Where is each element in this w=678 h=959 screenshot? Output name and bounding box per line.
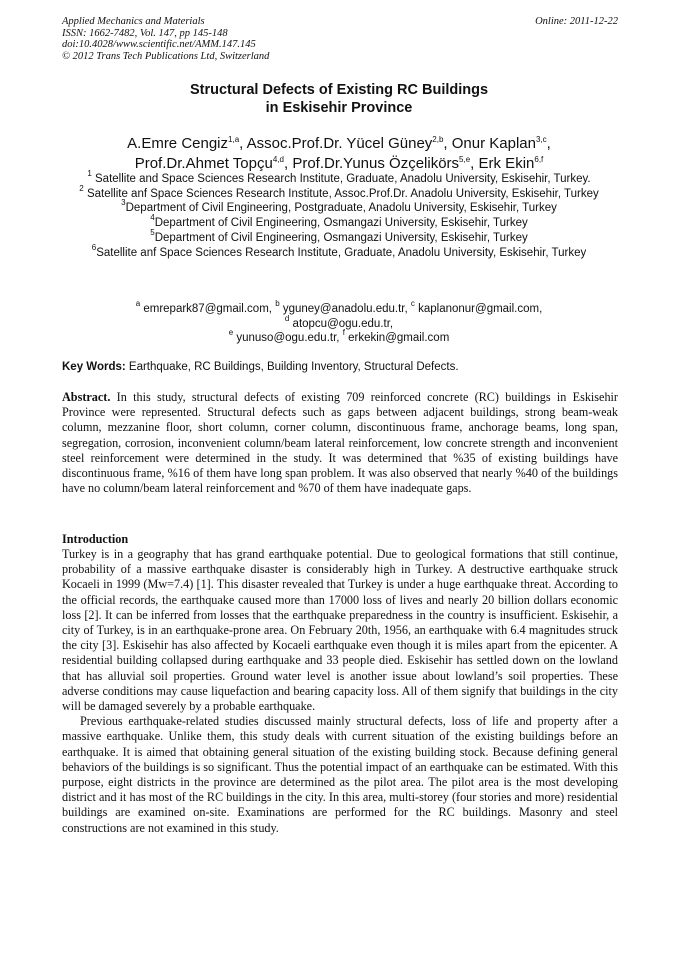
- copyright-line: © 2012 Trans Tech Publications Ltd, Switzerland: [62, 50, 270, 62]
- email-e[interactable]: yunuso@ogu.edu.tr,: [236, 332, 340, 345]
- email-list: [40, 299, 638, 346]
- journal-name: Applied Mechanics and Materials: [62, 16, 205, 27]
- email-sup: d: [284, 313, 290, 323]
- author-name: Onur Kaplan: [451, 135, 536, 152]
- email-line-3: [40, 328, 638, 346]
- author-sup: 3,c: [536, 135, 547, 144]
- author-sup: 5,e: [459, 154, 471, 164]
- email-sup: a: [135, 299, 141, 308]
- paragraph: Previous earthquake-related studies discussed mainly structural defects, loss of life and property after a massive earthquake. Unlike them, this study deals with current situation of the existing buildings before an earthquake. It is aimed that obtaining general situation of the existing building stock. Because defining general behaviors of the buildings is so significant. Thus the potential impact of an earthquake can be estimated. With this purpose, eight districts in the province are determined as the pilot area. The pilot area is the most developing district and it has most of the RC buildings in the city. In this area, multi-storey (four stories and more) residential buildings are examined on-site. Examinations are performed for the RC buildings. Masonry and steel constructions are not examined in this study.: [62, 714, 618, 835]
- author-separator: ,: [283, 154, 293, 172]
- email-f[interactable]: erkekin@gmail.com: [348, 332, 450, 345]
- affiliation-item: [40, 242, 638, 261]
- author-sup: 1,a: [228, 135, 240, 144]
- author-name: Prof.Dr.Yunus Özçelikörs: [292, 154, 460, 172]
- email-line-1: [40, 299, 638, 317]
- doi-line: doi:10.4028/www.scientific.net/AMM.147.145: [62, 39, 256, 50]
- introduction-body: [62, 547, 618, 836]
- author-name: A.Emre Cengiz: [127, 135, 229, 152]
- author-name: Assoc.Prof.Dr. Yücel Güney: [246, 135, 433, 152]
- author-name: Prof.Dr.Ahmet Topçu: [134, 154, 273, 172]
- affiliation-text: Department of Civil Engineering, Osmangazi University, Eskisehir, Turkey: [154, 217, 528, 230]
- affiliation-sup: 1: [87, 169, 92, 178]
- email-c[interactable]: kaplanonur@gmail.com,: [418, 303, 543, 315]
- email-sup: e: [228, 328, 234, 338]
- author-separator: ,: [443, 135, 452, 152]
- affiliation-sup: 6: [91, 242, 97, 252]
- email-d[interactable]: atopcu@ogu.edu.tr,: [292, 317, 394, 330]
- email-sup: c: [410, 299, 415, 308]
- affiliation-item: [40, 169, 638, 187]
- affiliation-text: Satellite anf Space Sciences Research Institute, Assoc.Prof.Dr. Anadolu University, Eskisehir, Turkey: [86, 187, 599, 200]
- author-line-2: [30, 154, 648, 174]
- author-name: Erk Ekin: [478, 154, 535, 172]
- abstract-label: Abstract.: [62, 390, 111, 404]
- affiliation-text: Department of Civil Engineering, Osmangazi University, Eskisehir, Turkey: [154, 231, 528, 244]
- affiliation-item: [40, 183, 638, 202]
- affiliation-text: Satellite and Space Sciences Research Institute, Graduate, Anadolu University, Eskisehir, Turkey.: [95, 173, 591, 185]
- abstract-text: In this study, structural defects of existing 709 reinforced concrete (RC) buildings in Eskisehir Province were represented. Structural defects such as gaps between adjacent buildings, strong beam-weak column, mezzanine floor, short column, corner column, discontinuous frame, anchorage beams, long span, segregation, corrosion, inconvenient column/beam lateral reinforcement, low concrete strength and inconvenient steel reinforcement were determined in the study. It was determined that %35 of existing buildings have discontinuous frame, %16 of them have long span problem. It was also observed that nearly %40 of the buildings have no column/beam lateral reinforcement and %70 of them have inadequate gaps.: [62, 390, 618, 496]
- affiliation-list: [40, 169, 638, 260]
- affiliation-item: [40, 227, 638, 246]
- email-line-2: [40, 313, 638, 332]
- author-sup: 4,d: [272, 154, 284, 164]
- affiliation-sup: 2: [79, 183, 84, 193]
- paper-title: [0, 81, 678, 117]
- keywords-text: Earthquake, RC Buildings, Building Inventory, Structural Defects.: [128, 361, 459, 373]
- author-sup: 2,b: [432, 135, 444, 144]
- email-sup: f: [342, 328, 345, 338]
- email-a[interactable]: emrepark87@gmail.com,: [143, 303, 272, 315]
- paragraph: Turkey is in a geography that has grand earthquake potential. Due to geological formations that still continue, probability of a massive earthquake disaster is considerably high in Turkey. A destructive earthquake struck Kocaeli in 1999 (Mw=7.4) [1]. This disaster revealed that Turkey is under a huge earthquake threat. According to the official records, the earthquake caused more than 17000 loss of lives and nearly 20 billion dollars economic loss [2]. It can be inferred from losses that the earthquake preparedness in the country is insufficient. Eskisehir, a city of Turkey, is in an earthquake-prone area. On February 20th, 1956, an earthquake with 6.4 magnitudes struck the city [3]. Eskisehir has also affected by Kocaeli earthquake even though it is miles apart from the epicenter. A residential building collapsed during earthquake and 33 people died. Eskisehir has settled down on the lowland that has alluvial soil properties. Ground water level is another issue about lowland’s soil properties. These adverse conditions may cause liquefaction and bearing capacity loss. All of them signify that buildings in the city will be damaged severely by a probable earthquake.: [62, 547, 618, 714]
- online-date: Online: 2011-12-22: [535, 16, 618, 27]
- affiliation-item: [40, 198, 638, 216]
- affiliation-item: [40, 213, 638, 231]
- title-line-2: in Eskisehir Province: [265, 100, 413, 116]
- author-separator: ,: [546, 135, 551, 152]
- affiliation-text: Satellite anf Space Sciences Research Institute, Graduate, Anadolu University, Eskisehir, Turkey: [96, 246, 587, 259]
- issn-line: ISSN: 1662-7482, Vol. 147, pp 145-148: [62, 27, 228, 39]
- journal-header: [62, 16, 618, 62]
- affiliation-sup: 3: [121, 198, 126, 208]
- affiliation-sup: 5: [150, 227, 155, 237]
- affiliation-text: Department of Civil Engineering, Postgraduate, Anadolu University, Eskisehir, Turkey: [125, 202, 557, 215]
- author-separator: ,: [470, 154, 479, 172]
- keywords-line: [62, 360, 618, 374]
- section-heading-introduction: Introduction: [62, 532, 129, 546]
- author-list: [30, 134, 648, 173]
- affiliation-sup: 4: [150, 213, 155, 223]
- email-b[interactable]: yguney@anadolu.edu.tr,: [282, 303, 408, 315]
- author-sup: 6,f: [534, 154, 544, 164]
- abstract: [62, 390, 618, 496]
- author-line-1: [30, 134, 648, 154]
- author-separator: ,: [239, 135, 247, 152]
- title-line-1: Structural Defects of Existing RC Buildings: [189, 82, 489, 98]
- keywords-label: Key Words:: [62, 361, 126, 373]
- email-sup: b: [275, 299, 280, 308]
